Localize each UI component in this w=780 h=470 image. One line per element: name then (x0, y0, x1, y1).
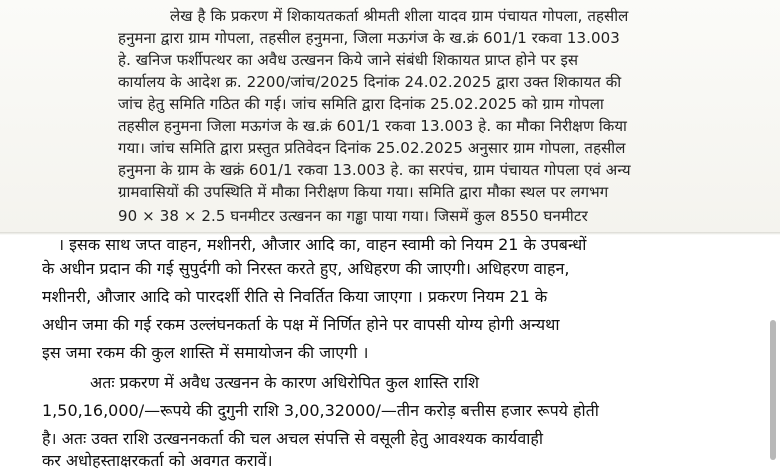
text-line: 1,50,16,000/—रूपये की दुगुनी राशि 3,00,32000/—तीन करोड़ बत्तीस हजार रूपये होती (42, 401, 599, 420)
text-line: हनुमना द्वारा ग्राम गोपला, तहसील हनुमना, जिला मऊगंज के ख.क्रं 601/1 रकवा 13.003 (118, 29, 620, 47)
document-excerpt-bottom (0, 235, 780, 470)
text-line: के अधीन प्रदान की गई सुपुर्दगी को निरस्त करते हुए, अधिहरण की जाएगी। अधिहरण वाहन, (42, 259, 570, 278)
text-line: मशीनरी, औजार आदि को पारदर्शी रीति से निवर्तित किया जाएगा । प्रकरण नियम 21 के (42, 287, 548, 306)
text-line: कार्यालय के आदेश क्र. 2200/जांच/2025 दिनांक 24.02.2025 द्वारा उक्त शिकायत की (118, 73, 622, 91)
scrollbar-thumb[interactable] (770, 320, 776, 460)
text-line: हनुमना के ग्राम के खक्रं 601/1 रकवा 13.003 हे. का सरपंच, ग्राम पंचायत गोपला एवं अन्य (118, 161, 631, 179)
document-excerpt-top (0, 0, 780, 233)
text-line: है। अतः उक्त राशि उत्खननकर्ता की चल अचल संपत्ति से वसूली हेतु आवश्यक कार्यवाही (42, 429, 543, 448)
text-line: इस जमा रकम की कुल शास्ति में समायोजन की जाएगी । (42, 343, 369, 362)
text-line: 90 × 38 × 2.5 घनमीटर उत्खनन का गड्ढा पाया गया। जिसमें कुल 8550 घनमीटर (118, 207, 588, 225)
text-line: हे. खनिज फर्शीपत्थर का अवैध उत्खनन किये जाने संबंधी शिकायत प्राप्त होने पर इस (118, 51, 579, 69)
text-line: अधीन जमा की गई रकम उल्लंघनकर्ता के पक्ष में निर्णित होने पर वापसी योग्य होगी अन्यथा (42, 315, 560, 334)
text-line: । इसक साथ जप्त वाहन, मशीनरी, औजार आदि का, वाहन स्वामी को नियम 21 के उपबन्धों (58, 235, 587, 254)
text-line: जांच हेतु समिति गठित की गई। जांच समिति द्वारा दिनांक 25.02.2025 को ग्राम गोपला (118, 95, 604, 113)
text-line: कर अधोहस्ताक्षरकर्ता को अवगत करावें। (42, 451, 273, 470)
text-line: लेख है कि प्रकरण में शिकायतकर्ता श्रीमती शीला यादव ग्राम पंचायत गोपला, तहसील (170, 7, 629, 25)
text-line: ग्रामवासियों की उपस्थिति में मौका निरीक्षण किया गया। समिति द्वारा मौका स्थल पर लगभग (118, 183, 609, 201)
text-line: गया। जांच समिति द्वारा प्रस्तुत प्रतिवेदन दिनांक 25.02.2025 अनुसार ग्राम गोपला, तहसील (118, 139, 626, 157)
text-line: अतः प्रकरण में अवैध उत्खनन के कारण अधिरोपित कुल शास्ति राशि (90, 373, 480, 392)
text-line: तहसील हनुमना जिला मऊगंज के ख.क्रं 601/1 रकवा 13.003 हे. का मौका निरीक्षण किया (118, 117, 628, 135)
